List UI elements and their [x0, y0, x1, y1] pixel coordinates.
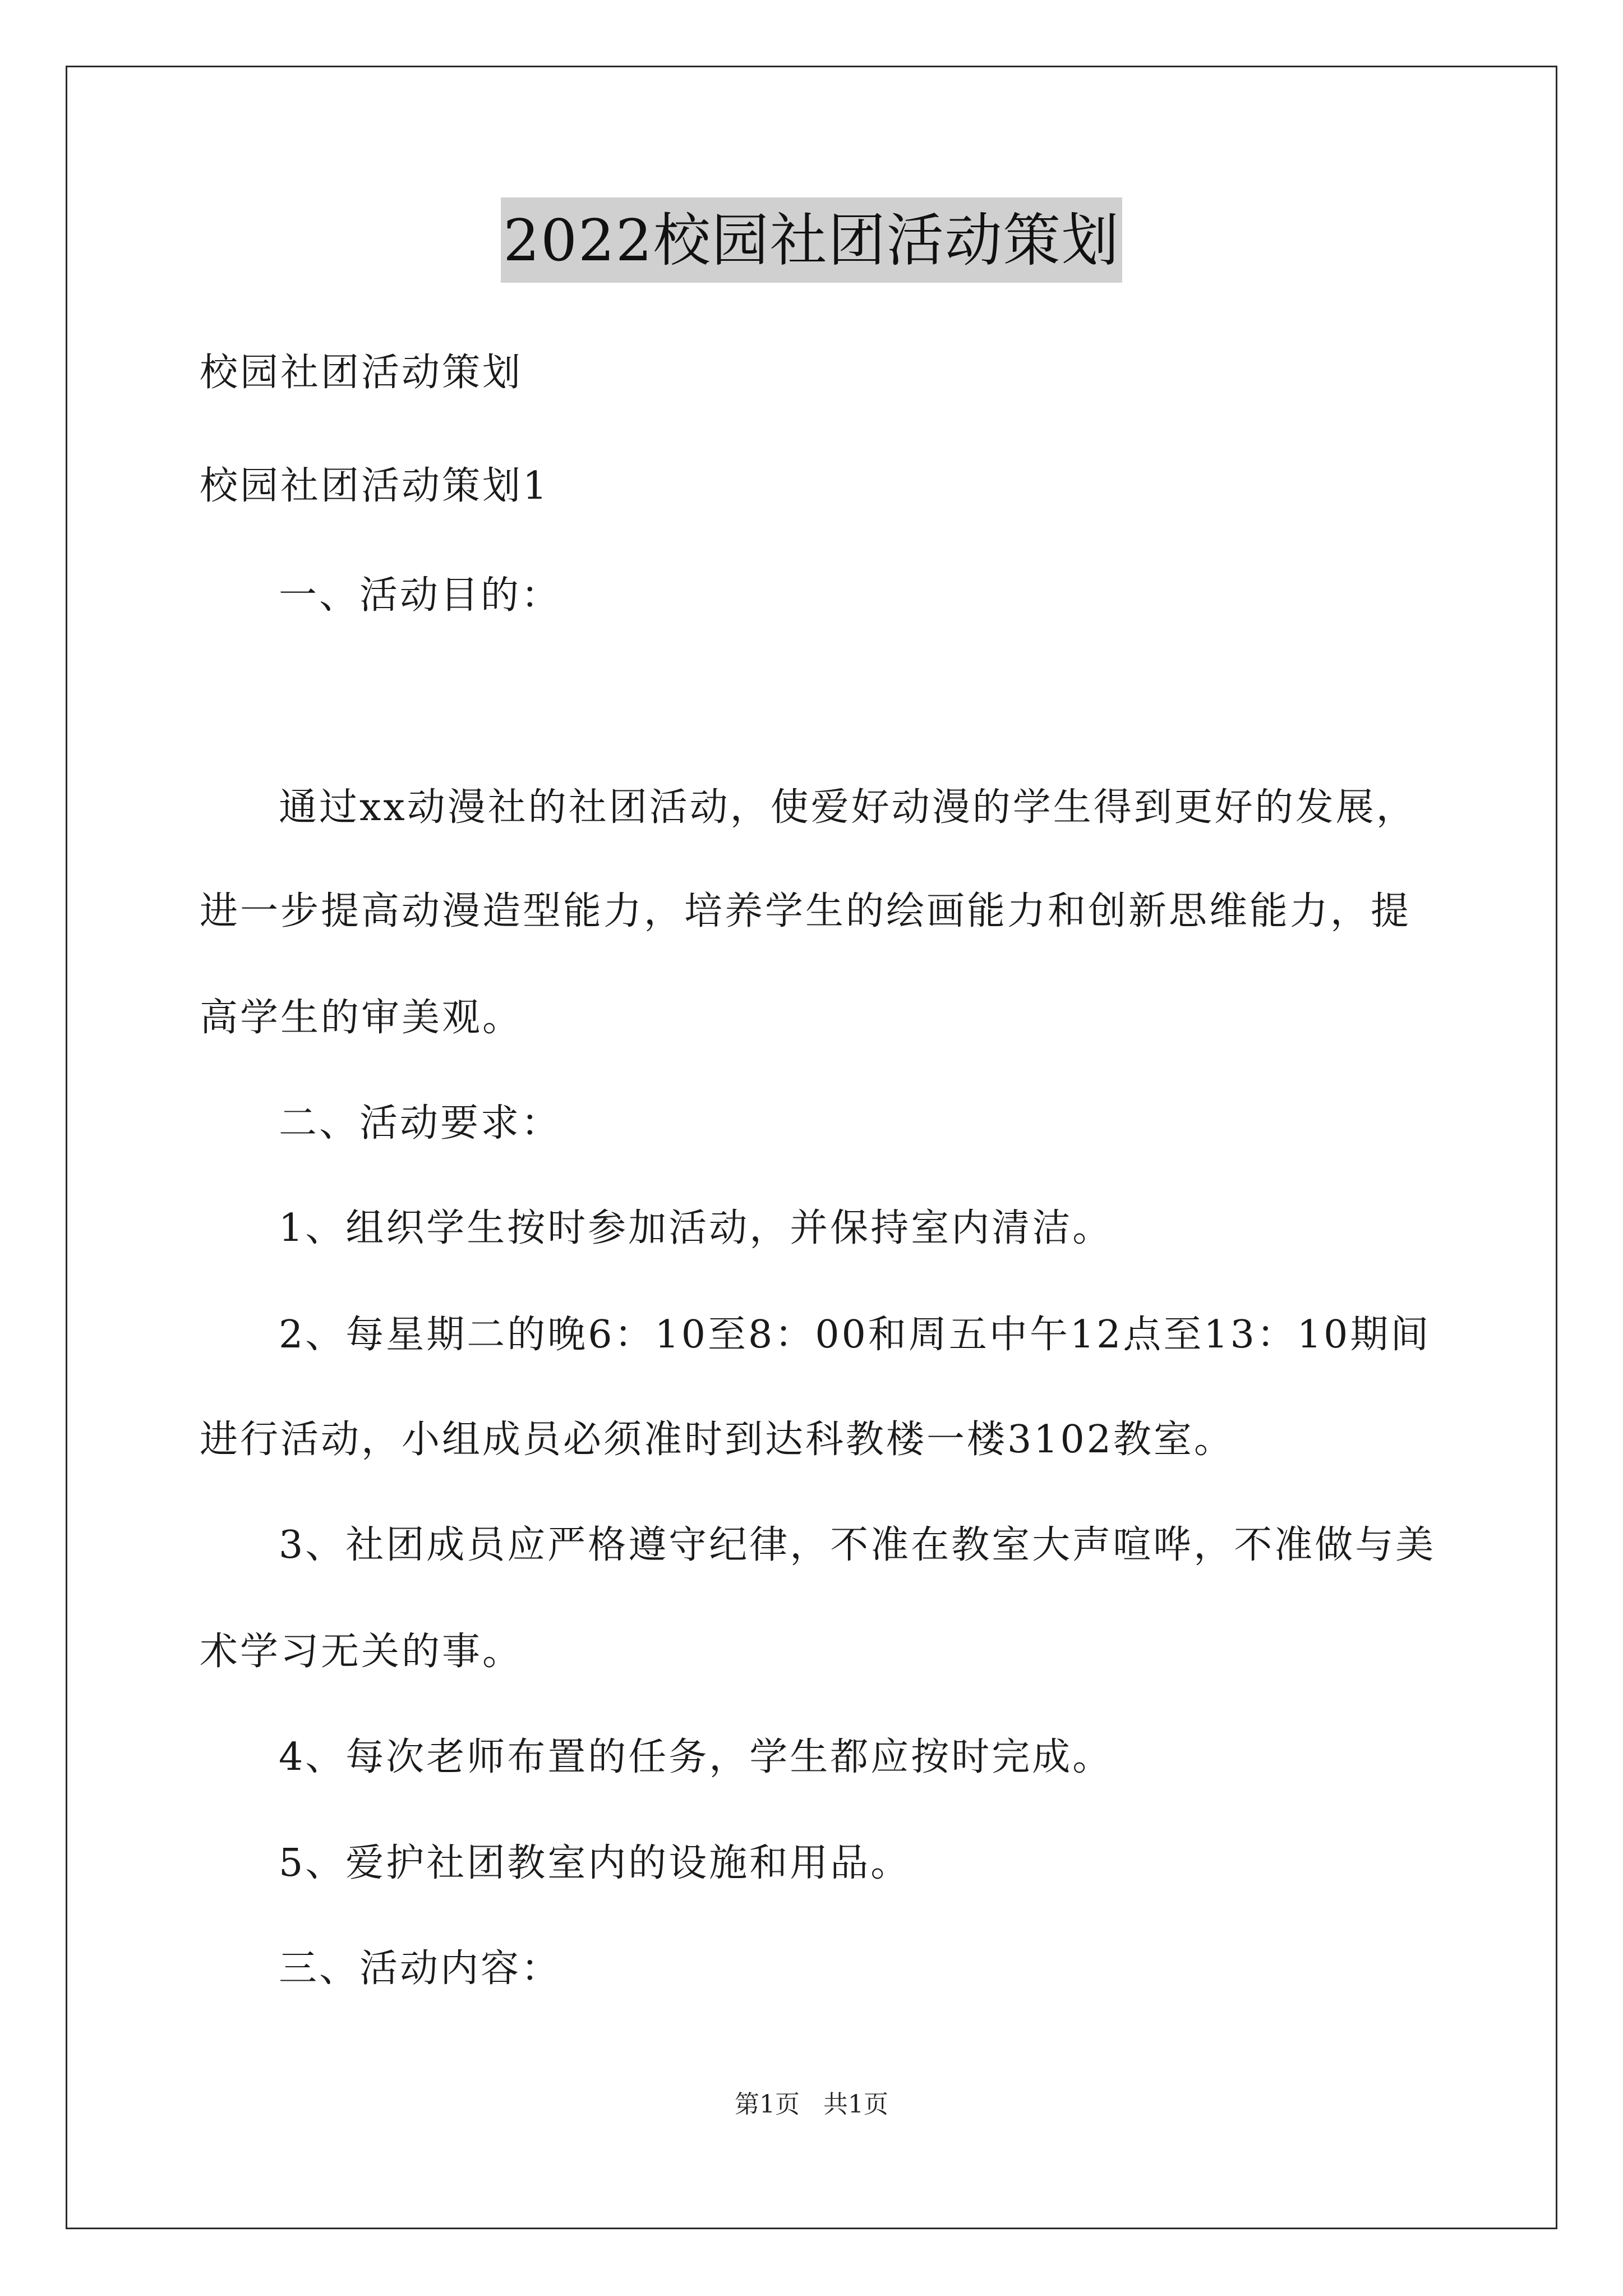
- paragraph-line: 进一步提高动漫造型能力，培养学生的绘画能力和创新思维能力，提: [200, 889, 1412, 933]
- section-heading-line: 校园社团活动策划1: [200, 464, 550, 508]
- section-heading: 二、活动要求：: [279, 1101, 562, 1145]
- subtitle-line: 校园社团活动策划: [200, 351, 523, 395]
- page-footer: [0, 2088, 1623, 2122]
- document-title: 2022校园社团活动策划: [501, 197, 1122, 283]
- paragraph-line: 高学生的审美观。: [200, 996, 523, 1040]
- list-item-continuation: 术学习无关的事。: [200, 1630, 523, 1674]
- list-item: 1、组织学生按时参加活动，并保持室内清洁。: [279, 1206, 1113, 1250]
- list-item: 4、每次老师布置的任务，学生都应按时完成。: [279, 1735, 1113, 1779]
- list-item: 2、每星期二的晚6：10至8：00和周五中午12点至13：10期间: [279, 1313, 1431, 1357]
- list-item-continuation: 进行活动，小组成员必须准时到达科教楼一楼3102教室。: [200, 1418, 1235, 1462]
- page-total: 共1页: [823, 2090, 888, 2119]
- section-heading: 一、活动目的：: [279, 573, 562, 618]
- title-container: [0, 197, 1623, 283]
- list-item: 5、爱护社团教室内的设施和用品。: [279, 1841, 911, 1885]
- page-number: 第1页: [735, 2090, 800, 2119]
- section-heading: 三、活动内容：: [279, 1947, 562, 1991]
- paragraph-line: 通过xx动漫社的社团活动，使爱好动漫的学生得到更好的发展，: [279, 785, 1417, 830]
- list-item: 3、社团成员应严格遵守纪律，不准在教室大声喧哗，不准做与美: [279, 1523, 1436, 1567]
